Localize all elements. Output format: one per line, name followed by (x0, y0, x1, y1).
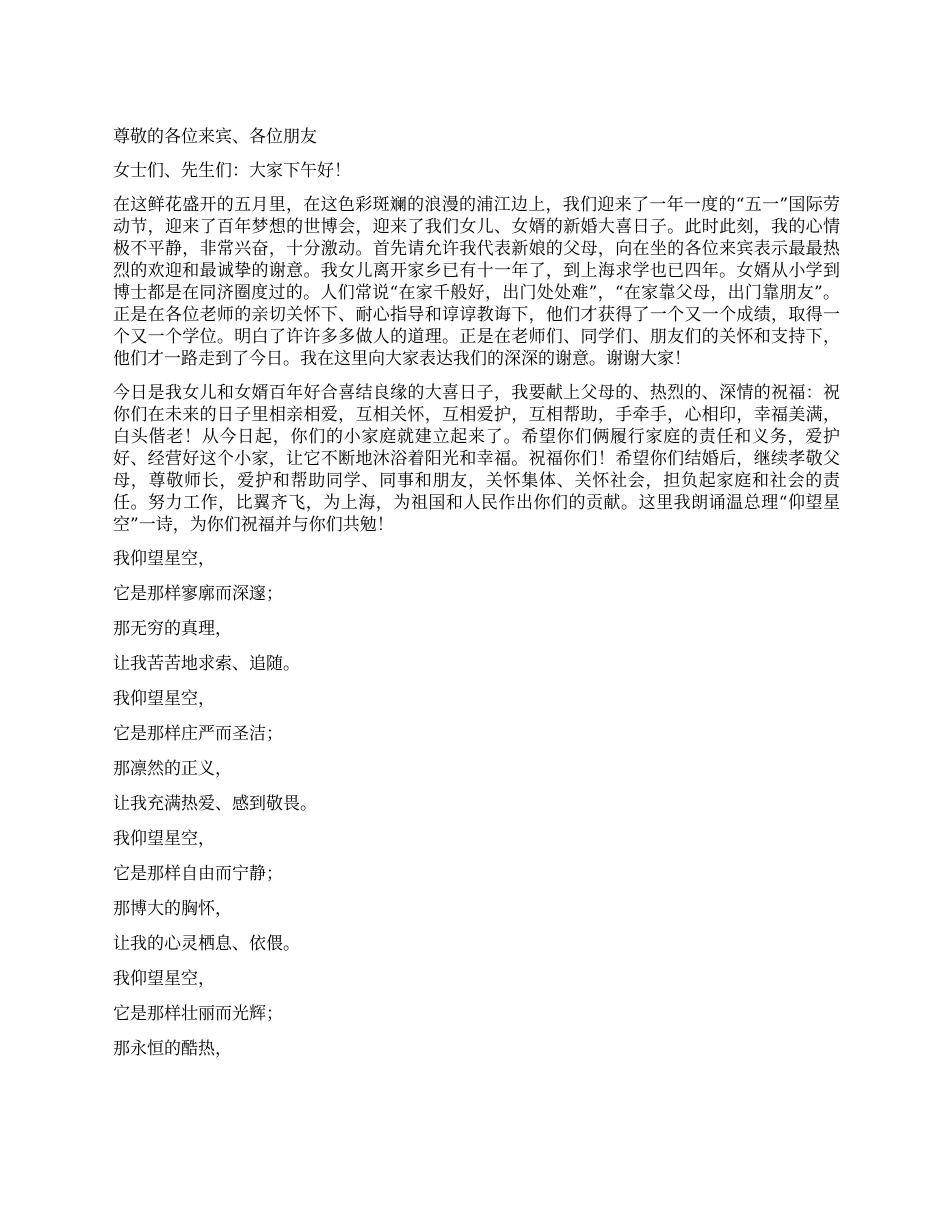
poem-line: 它是那样壮丽而光辉； (113, 1004, 283, 1024)
poem-line: 那无穷的真理， (113, 619, 232, 639)
poem-line: 那博大的胸怀， (113, 899, 232, 919)
poem-line: 它是那样寥廓而深邃； (113, 584, 283, 604)
salutation-guests: 尊敬的各位来宾、各位朋友 (113, 127, 317, 147)
poem-line: 让我苦苦地求索、追随。 (113, 654, 300, 674)
poem-line: 我仰望星空， (113, 549, 215, 569)
poem-line: 它是那样自由而宁静； (113, 864, 283, 884)
poem-line: 我仰望星空， (113, 689, 215, 709)
salutation-audience: 女士们、先生们：大家下午好！ (113, 161, 351, 181)
poem-line: 它是那样庄严而圣洁； (113, 724, 283, 744)
poem-line: 让我的心灵栖息、依偎。 (113, 934, 300, 954)
poem-line: 那永恒的酷热， (113, 1039, 232, 1059)
poem-line: 让我充满热爱、感到敬畏。 (113, 794, 317, 814)
poem (113, 548, 840, 1060)
poem-line: 那凛然的正义， (113, 759, 232, 779)
speech-paragraph-1: 在这鲜花盛开的五月里，在这色彩斑斓的浪漫的浦江边上，我们迎来了一年一度的“五一”国际劳动节，迎来了百年梦想的世博会，迎来了我们女儿、女婿的新婚大喜日子。此时此刻，我的心情极不平静，非常兴奋，十分激动。首先请允许我代表新娘的父母，向在坐的各位来宾表示最最热烈的欢迎和最诚挚的谢意。我女儿离开家乡已有十一年了，到上海求学也已四年。女婿从小学到博士都是在同济圈度过的。人们常说“在家千般好，出门处处难”，“在家靠父母，出门靠朋友”。正是在各位老师的亲切关怀下、耐心指导和谆谆教诲下，他们才获得了一个又一个成绩，取得一个又一个学位。明白了许许多多做人的道理。正是在老师们、同学们、朋友们的关怀和支持下，他们才一路走到了今日。我在这里向大家表达我们的深深的谢意。谢谢大家！ (113, 195, 840, 369)
poem-line: 我仰望星空， (113, 969, 215, 989)
document-page (113, 126, 840, 1073)
poem-line: 我仰望星空， (113, 829, 215, 849)
speech-paragraph-2: 今日是我女儿和女婿百年好合喜结良缘的大喜日子，我要献上父母的、热烈的、深情的祝福：祝你们在未来的日子里相亲相爱，互相关怀，互相爱护，互相帮助，手牵手，心相印，幸福美满，白头偕老！从今日起，你们的小家庭就建立起来了。希望你们俩履行家庭的责任和义务，爱护好、经营好这个小家，让它不断地沐浴着阳光和幸福。祝福你们！希望你们结婚后，继续孝敬父母，尊敬师长，爱护和帮助同学、同事和朋友，关怀集体、关怀社会，担负起家庭和社会的责任。努力工作，比翼齐飞，为上海，为祖国和人民作出你们的贡献。这里我朗诵温总理“仰望星空”一诗，为你们祝福并与你们共勉！ (113, 383, 840, 535)
